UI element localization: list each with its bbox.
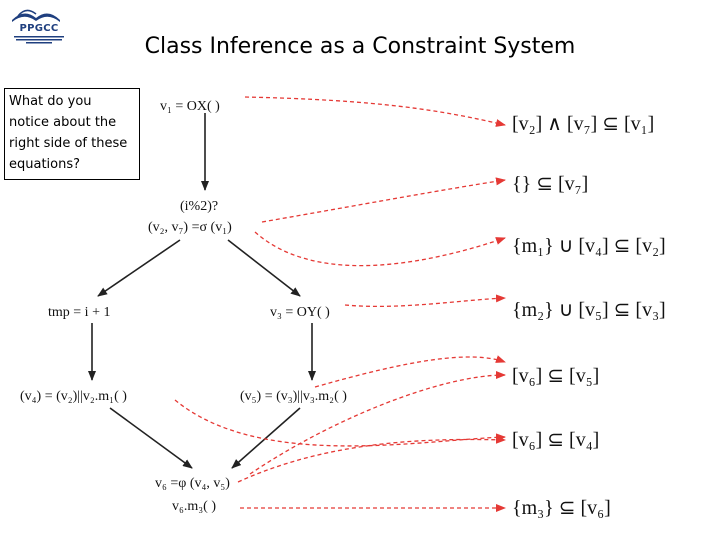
node-sigma: (v₂, v₇) =σ (v₁) bbox=[148, 220, 232, 235]
edge-n6-n7 bbox=[232, 408, 300, 468]
constraint-edges bbox=[175, 97, 505, 508]
constraint-equations bbox=[512, 113, 666, 519]
edge-n2-n4 bbox=[228, 240, 300, 296]
node-v6-call: v₆.m₃( ) bbox=[172, 499, 216, 514]
program-nodes bbox=[20, 99, 347, 514]
equation-1: [v₂] ∧ [v₇] ⊆ [v₁] bbox=[512, 113, 655, 135]
constraint-arrow-6 bbox=[175, 400, 505, 446]
logo-text: PPGCC bbox=[19, 23, 59, 34]
node-condition: (i%2)? bbox=[180, 199, 219, 214]
slide-title: Class Inference as a Constraint System bbox=[144, 34, 576, 59]
equation-5: [v₆] ⊆ [v₅] bbox=[512, 365, 600, 387]
node-phi: v₆ =φ (v₄, v₅) bbox=[155, 476, 230, 491]
constraint-arrow-2 bbox=[262, 180, 505, 222]
constraint-arrow-5 bbox=[315, 357, 505, 387]
constraint-arrow-3 bbox=[255, 232, 505, 266]
constraint-arrow-1 bbox=[245, 97, 505, 125]
control-flow-edges bbox=[92, 113, 312, 468]
equation-2: {} ⊆ [v₇] bbox=[512, 173, 589, 195]
edge-n5-n7 bbox=[110, 408, 192, 468]
constraint-arrow-4 bbox=[345, 298, 505, 306]
edge-n2-n3 bbox=[98, 240, 180, 296]
node-v1-assign: v₁ = OX( ) bbox=[160, 99, 220, 114]
equation-4: {m₂} ∪ [v₅] ⊆ [v₃] bbox=[512, 299, 666, 321]
node-v4-call: (v₄) = (v₂)||v₂.m₁( ) bbox=[20, 389, 127, 404]
question-box: What do you notice about the right side of these equations? bbox=[4, 88, 140, 180]
node-v3-assign: v₃ = OY( ) bbox=[270, 305, 330, 320]
equation-3: {m₁} ∪ [v₄] ⊆ [v₂] bbox=[512, 235, 666, 257]
node-v5-call: (v₅) = (v₃)||v₃.m₂( ) bbox=[240, 389, 347, 404]
equation-7: {m₃} ⊆ [v₆] bbox=[512, 497, 611, 519]
node-tmp: tmp = i + 1 bbox=[48, 305, 111, 320]
equation-6: [v₆] ⊆ [v₄] bbox=[512, 429, 600, 451]
